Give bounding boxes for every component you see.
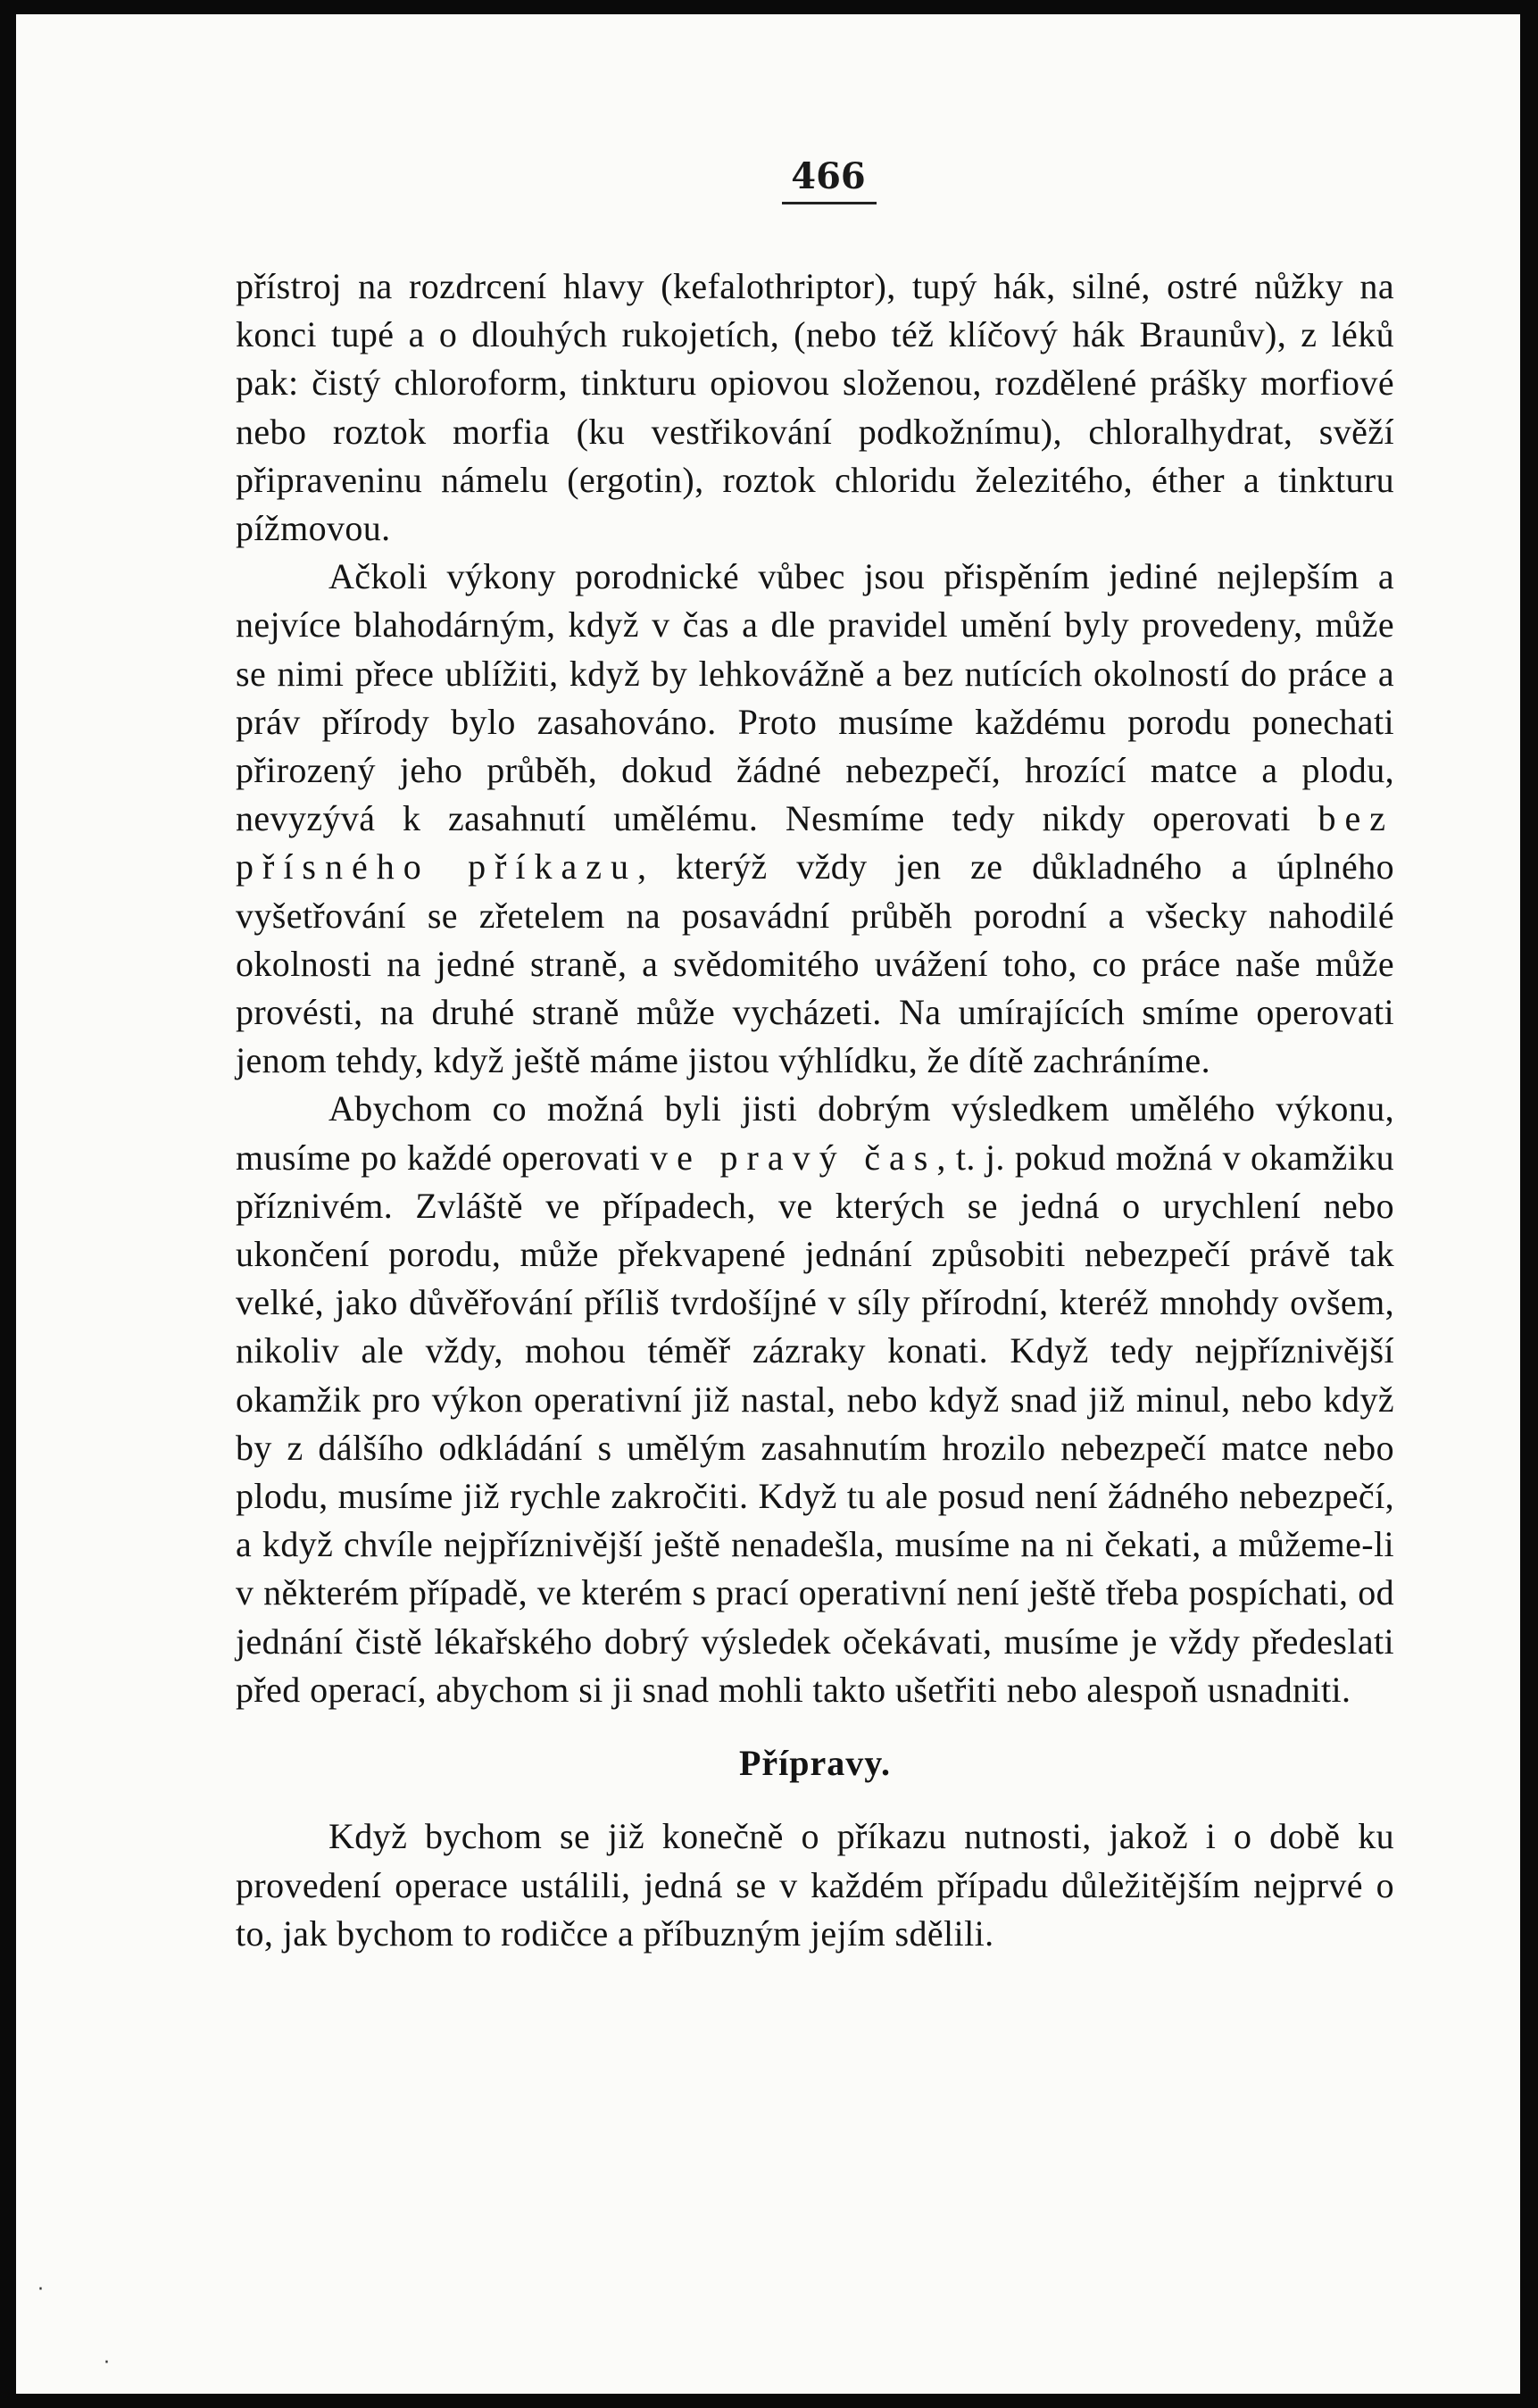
paragraph-3-text-before: Abychom co možná byli jisti dobrým výsledkem umělého výkonu, musíme po každé operovati (236, 1088, 1394, 1178)
paragraph-2-emphasis: bez přísného příkazu (236, 798, 1394, 887)
paragraph-3-text-after: , t. j. pokud možná v okamžiku příznivém. Zvláště ve případech, ve kterých se jedná o urychlení nebo ukončení porodu, může překvapené jednání způsobiti nebezpečí právě tak velké, jako důvěřování příliš tvrdošíjné v síly přírodní, kteréž mnohdy ovšem, nikoliv ale vždy, mohou téměř zázraky konati. Když tedy nejpříznivější okamžik pro výkon operativní již nastal, nebo když snad již minul, nebo když by z dálšího odkládání s umělým zasahnutím hrozilo nebezpečí matce nebo plodu, musíme již rychle zakročiti. Když tu ale posud není žádného nebezpečí, a když chvíle nejpříznivější ještě nenadešla, musíme na ni čekati, a můžeme-li v některém případě, ve kterém s prací operativní není ještě třeba pospíchati, od jednání čistě lékařského dobrý výsledek očekávati, musíme je vždy předeslati před operací, abychom si ji snad mohli takto ušetřiti nebo alespoň usnadniti. (236, 1137, 1394, 1710)
body-text (236, 262, 1394, 1958)
page-number: 466 (791, 155, 866, 197)
paragraph-2-text-before: Ačkoli výkony porodnické vůbec jsou přispěním jediné nejlepším a nejvíce blahodárným, když v čas a dle pravidel umění byly provedeny, může se nimi přece ublížiti, když by lehkovážně a bez nutících okolností do práce a práv přírody bylo zasahováno. Proto musíme každému porodu ponechati přirozený jeho průběh, dokud žádné nebezpečí, hrozící matce a plodu, nevyzývá k zasahnutí umělému. Nesmíme tedy nikdy operovati (236, 556, 1394, 839)
scan-mark: · (37, 2279, 44, 2301)
paragraph-4: Když bychom se již konečně o příkazu nutnosti, jakož i o době ku provedení operace ustálili, jedná se v každém případu důležitějším nejprvé o to, jak bychom to rodičce a příbuzným jejím sdělili. (236, 1816, 1394, 1954)
paragraph-3 (236, 1085, 1394, 1714)
paragraph-3-emphasis: ve pravý čas (650, 1137, 937, 1178)
page-number-underline (782, 202, 877, 204)
scan-mark: · (104, 2352, 110, 2374)
paragraph-2 (236, 553, 1394, 1085)
document-page (16, 14, 1520, 2394)
section-heading: Přípravy. (738, 1743, 892, 1784)
paragraph-2-text-after: , kterýž vždy jen ze důkladného a úplného vyšetřování se zřetelem na posavádní průběh porodní a všecky nahodilé okolnosti na jedné straně, a svědomitého uvážení toho, co práce naše může provésti, na druhé straně může vycházeti. Na umírajících smíme operovati jenom tehdy, když ještě máme jistou výhlídku, že dítě zachráníme. (236, 846, 1394, 1081)
paragraph-1: přístroj na rozdrcení hlavy (kefalothriptor), tupý hák, silné, ostré nůžky na konci tupé a o dlouhých rukojetích, (nebo též klíčový hák Braunův), z léků pak: čistý chloroform, tinkturu opiovou složenou, rozdělené prášky morfiové nebo roztok morfia (ku vestřikování podkožnímu), chloralhydrat, svěží připraveninu námelu (ergotin), roztok chloridu železitého, éther a tinkturu pížmovou. (236, 266, 1394, 549)
